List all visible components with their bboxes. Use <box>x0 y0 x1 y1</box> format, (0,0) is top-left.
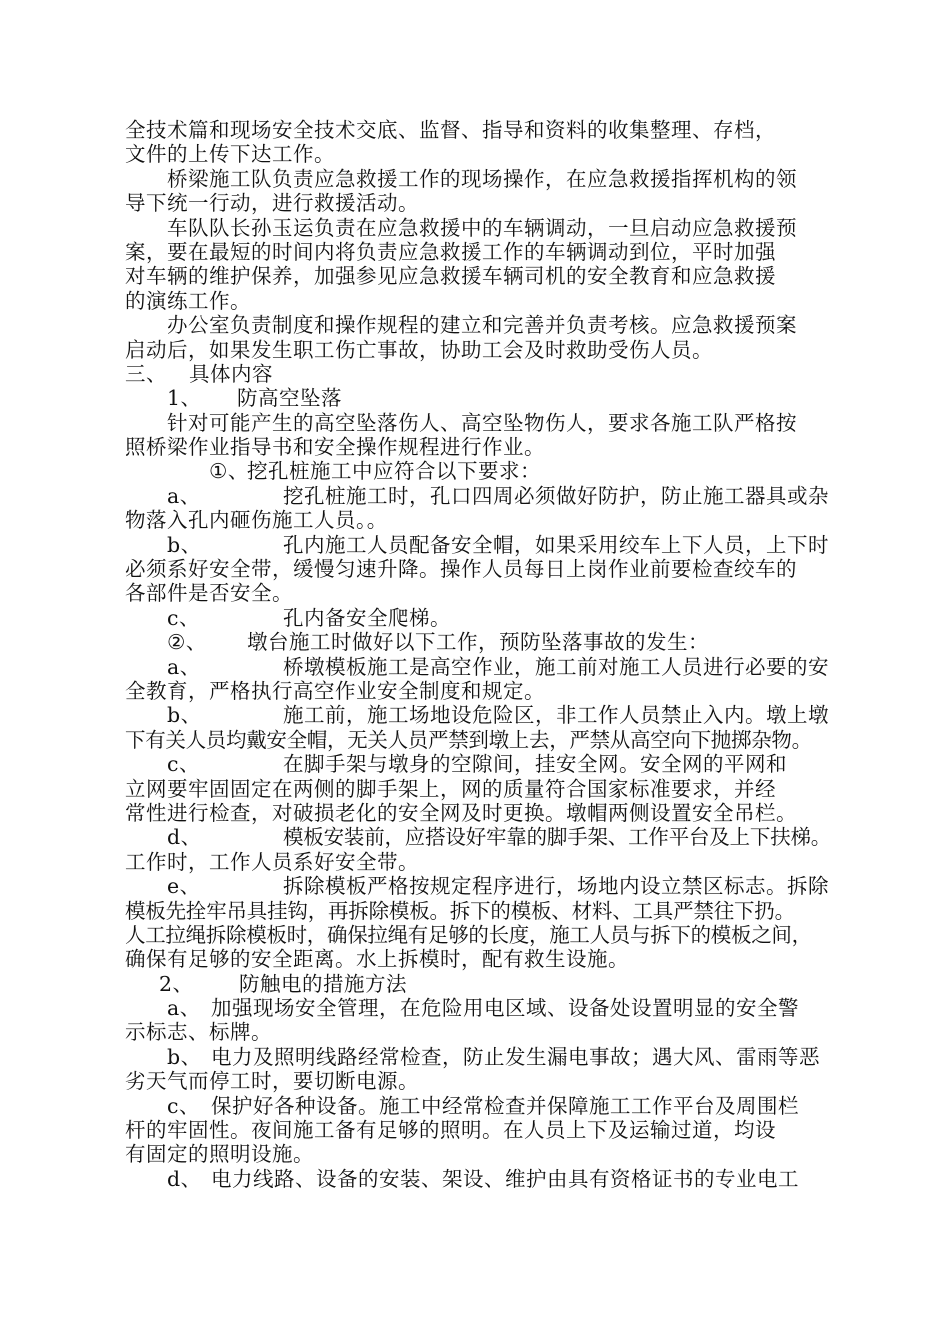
paragraph-line: 案，要在最短的时间内将负责应急救援工作的车辆调动到位，平时加强 <box>125 239 776 264</box>
subitem-marker: ①、 <box>209 459 249 484</box>
paragraph-line: 照桥梁作业指导书和安全操作规程进行作业。 <box>125 435 545 460</box>
list-item-line: 示标志、标牌。 <box>125 1020 272 1045</box>
list-item-line: 杆的牢固性。夜间施工备有足够的照明。在人员上下及运输过道，均设 <box>125 1118 776 1143</box>
list-item-line <box>125 874 833 898</box>
list-item-line: 模板先拴牢吊具挂钩，再拆除模板。拆下的模板、材料、工具严禁往下扔。 <box>125 898 795 923</box>
section-title: 具体内容 <box>189 361 273 386</box>
list-item-line <box>125 1167 833 1191</box>
item-title: 防高空坠落 <box>237 386 342 411</box>
item-marker: 1、 <box>167 386 202 411</box>
document-page <box>125 118 833 1191</box>
list-text: 挖孔桩施工时，孔口四周必须做好防护，防止施工器具或杂 <box>283 483 829 508</box>
subitem-title: 墩台施工时做好以下工作，预防坠落事故的发生： <box>247 630 709 655</box>
paragraph-line: 桥梁施工队负责应急救援工作的现场操作，在应急救援指挥机构的领 <box>167 166 797 191</box>
list-marker: d、 <box>167 825 202 850</box>
paragraph-line: 办公室负责制度和操作规程的建立和完善并负责考核。应急救援预案 <box>167 313 797 338</box>
paragraph-line: 的演练工作。 <box>125 288 251 313</box>
list-marker: b、 <box>167 532 202 557</box>
list-text: 模板安装前，应搭设好牢靠的脚手架、工作平台及上下扶梯。 <box>283 825 832 850</box>
list-marker: d、 <box>167 1166 202 1191</box>
subitem-marker: ②、 <box>167 630 207 655</box>
list-item-line <box>125 1045 833 1069</box>
list-item-line <box>125 655 833 679</box>
section-heading <box>125 362 833 386</box>
list-item-line <box>125 752 833 776</box>
paragraph-line: 对车辆的维护保养，加强参见应急救援车辆司机的安全教育和应急救援 <box>125 264 776 289</box>
list-item-line: 确保有足够的安全距离。水上拆模时，配有救生设施。 <box>125 947 629 972</box>
paragraph-line: 车队队长孙玉运负责在应急救援中的车辆调动，一旦启动应急救援预 <box>167 215 797 240</box>
subitem-title: 挖孔桩施工中应符合以下要求： <box>247 459 541 484</box>
list-text: 电力及照明线路经常检查，防止发生漏电事故；遇大风、雷雨等恶 <box>211 1044 820 1069</box>
list-marker: c、 <box>167 752 200 777</box>
item-title: 防触电的措施方法 <box>239 971 407 996</box>
list-item-line <box>125 1094 833 1118</box>
list-text: 拆除模板严格按规定程序进行，场地内设立禁区标志。拆除 <box>283 874 829 899</box>
list-item-line: 全教育，严格执行高空作业安全制度和规定。 <box>125 678 545 703</box>
list-item-line <box>125 533 833 557</box>
list-text: 孔内施工人员配备安全帽，如果采用绞车上下人员，上下时 <box>283 532 829 557</box>
list-item-line: 必须系好安全带，缓慢匀速升降。操作人员每日上岗作业前要检查绞车的 <box>125 557 797 582</box>
list-marker: e、 <box>167 874 201 899</box>
paragraph-line: 针对可能产生的高空坠落伤人、高空坠物伤人，要求各施工队严格按 <box>167 410 797 435</box>
list-item-line <box>125 703 833 727</box>
list-marker: a、 <box>167 654 201 679</box>
subitem-heading <box>125 630 833 654</box>
list-item-line: 工作时，工作人员系好安全带。 <box>125 849 419 874</box>
subitem-heading <box>125 459 833 483</box>
list-item-line <box>125 996 833 1020</box>
list-marker: a、 <box>167 996 201 1021</box>
list-item-line <box>125 825 833 849</box>
paragraph-line: 导下统一行动，进行救援活动。 <box>125 191 419 216</box>
item-heading <box>125 972 833 996</box>
list-marker: c、 <box>167 605 200 630</box>
list-text: 加强现场安全管理，在危险用电区域、设备处设置明显的安全警 <box>211 996 799 1021</box>
paragraph-line: 文件的上传下达工作。 <box>125 142 335 167</box>
list-marker: c、 <box>167 1093 200 1118</box>
list-item-line: 有固定的照明设施。 <box>125 1142 314 1167</box>
list-text: 孔内备安全爬梯。 <box>283 605 451 630</box>
list-item-line: 物落入孔内砸伤施工人员。。 <box>125 508 388 533</box>
section-marker: 三、 <box>125 361 167 386</box>
list-item-line: 人工拉绳拆除模板时，确保拉绳有足够的长度，施工人员与拆下的模板之间， <box>125 922 812 947</box>
paragraph-line: 启动后，如果发生职工伤亡事故，协助工会及时救助受伤人员。 <box>125 337 713 362</box>
list-item-line: 立网要牢固固定在两侧的脚手架上，网的质量符合国家标准要求，并经 <box>125 776 776 801</box>
paragraph-line: 全技术篇和现场安全技术交底、监督、指导和资料的收集整理、存档， <box>125 118 776 142</box>
list-text: 桥墩模板施工是高空作业，施工前对施工人员进行必要的安 <box>283 654 829 679</box>
list-item-line: 下有关人员均戴安全帽，无关人员严禁到墩上去，严禁从高空向下抛掷杂物。 <box>125 727 812 752</box>
list-item-line: 常性进行检查，对破损老化的安全网及时更换。墩帽两侧设置安全吊栏。 <box>125 800 797 825</box>
list-text: 保护好各种设备。施工中经常检查并保障施工工作平台及周围栏 <box>211 1093 799 1118</box>
list-item-line: 劣天气而停工时，要切断电源。 <box>125 1069 419 1094</box>
list-text: 电力线路、设备的安装、架设、维护由具有资格证书的专业电工 <box>211 1166 799 1191</box>
item-marker: 2、 <box>159 971 194 996</box>
list-item-line: 各部件是否安全。 <box>125 581 293 606</box>
list-marker: b、 <box>167 703 202 728</box>
list-marker: a、 <box>167 483 201 508</box>
list-text: 施工前，施工场地设危险区，非工作人员禁止入内。墩上墩 <box>283 703 829 728</box>
list-item-line <box>125 484 833 508</box>
list-text: 在脚手架与墩身的空隙间，挂安全网。安全网的平网和 <box>283 752 787 777</box>
list-marker: b、 <box>167 1044 202 1069</box>
item-heading <box>125 386 833 410</box>
list-item-line <box>125 606 833 630</box>
